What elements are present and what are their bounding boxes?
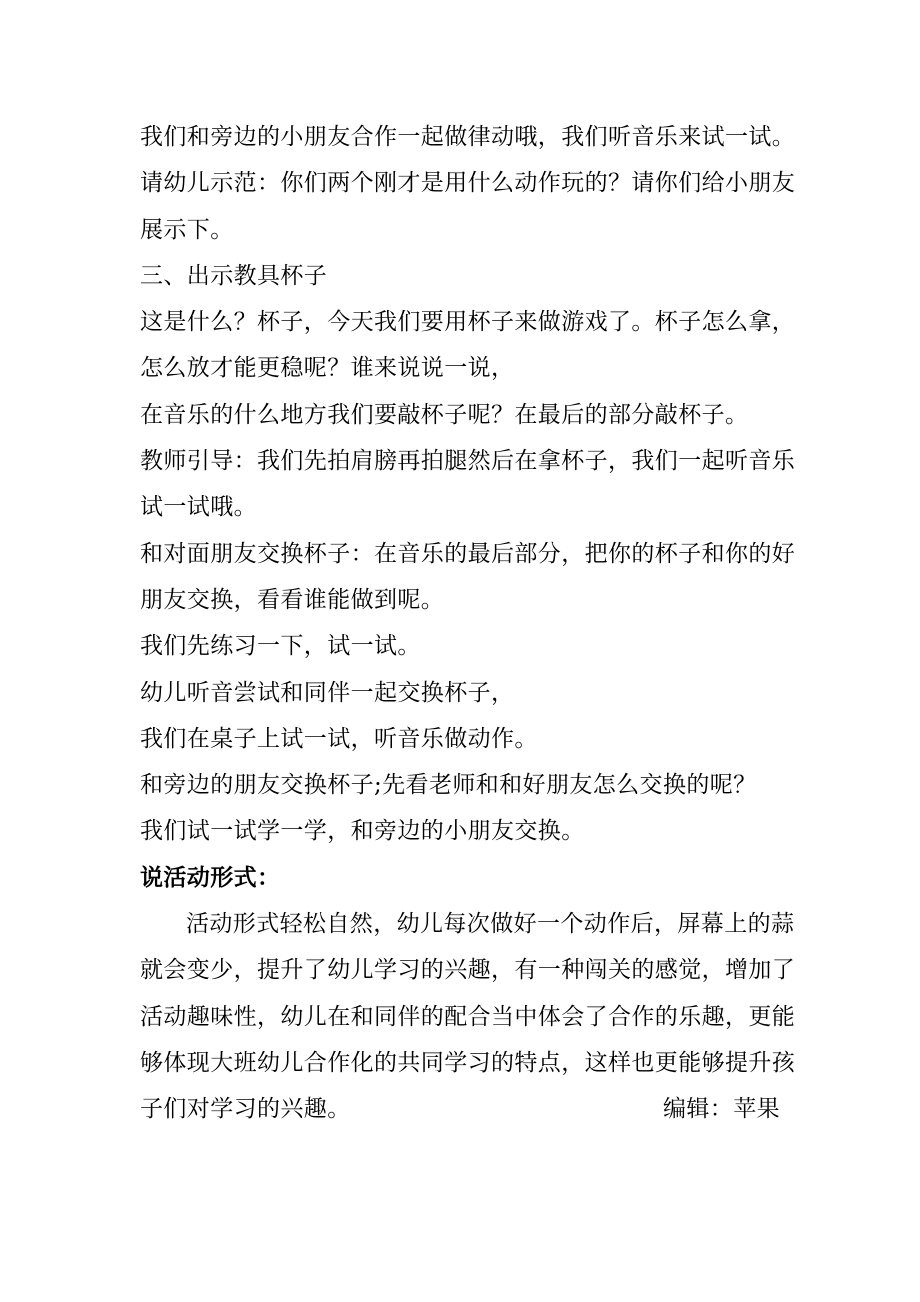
text-line: 我们在桌子上试一试，听音乐做动作。 xyxy=(140,725,538,752)
paragraph-last-line: 子们对学习的兴趣。 xyxy=(140,1096,351,1123)
text-line: 怎么放才能更稳呢？谁来说说一说， xyxy=(140,355,515,382)
text-line: 这是什么？杯子，今天我们要用杯子来做游戏了。杯子怎么拿， xyxy=(140,309,796,336)
text-line: 教师引导：我们先拍肩膀再拍腿然后在拿杯子，我们一起听音乐 xyxy=(140,448,796,475)
text-line: 展示下。 xyxy=(140,216,234,243)
section-heading: 说活动形式： xyxy=(140,863,281,891)
paragraph-line: 够体现大班幼儿合作化的共同学习的特点，这样也更能够提升孩 xyxy=(140,1049,796,1076)
paragraph-line: 就会变少，提升了幼儿学习的兴趣，有一种闯关的感觉，增加了 xyxy=(140,957,796,984)
paragraph-line: 活动趣味性，幼儿在和同伴的配合当中体会了合作的乐趣，更能 xyxy=(140,1003,796,1030)
editor-credit: 编辑：苹果 xyxy=(663,1096,780,1123)
paragraph-line: 活动形式轻松自然，幼儿每次做好一个动作后，屏幕上的蒜 xyxy=(186,911,795,938)
text-line: 我们试一试学一学，和旁边的小朋友交换。 xyxy=(140,818,585,845)
text-line: 请幼儿示范：你们两个刚才是用什么动作玩的？请你们给小朋友 xyxy=(140,170,796,197)
paragraph-last-row xyxy=(140,1086,780,1132)
section-title-three: 三、出示教具杯子 xyxy=(140,262,328,289)
text-line: 朋友交换，看看谁能做到呢。 xyxy=(140,586,445,613)
text-line: 幼儿听音尝试和同伴一起交换杯子， xyxy=(140,679,515,706)
text-line: 试一试哦。 xyxy=(140,494,257,521)
text-line: 我们和旁边的小朋友合作一起做律动哦，我们听音乐来试一试。 xyxy=(140,124,796,150)
text-line: 我们先练习一下，试一试。 xyxy=(140,633,421,660)
text-line: 和对面朋友交换杯子：在音乐的最后部分，把你的杯子和你的好 xyxy=(140,540,796,567)
text-line: 在音乐的什么地方我们要敲杯子呢？在最后的部分敲杯子。 xyxy=(140,401,749,428)
text-line: 和旁边的朋友交换杯子;先看老师和和好朋友怎么交换的呢？ xyxy=(140,772,757,799)
document-body xyxy=(140,114,796,1133)
